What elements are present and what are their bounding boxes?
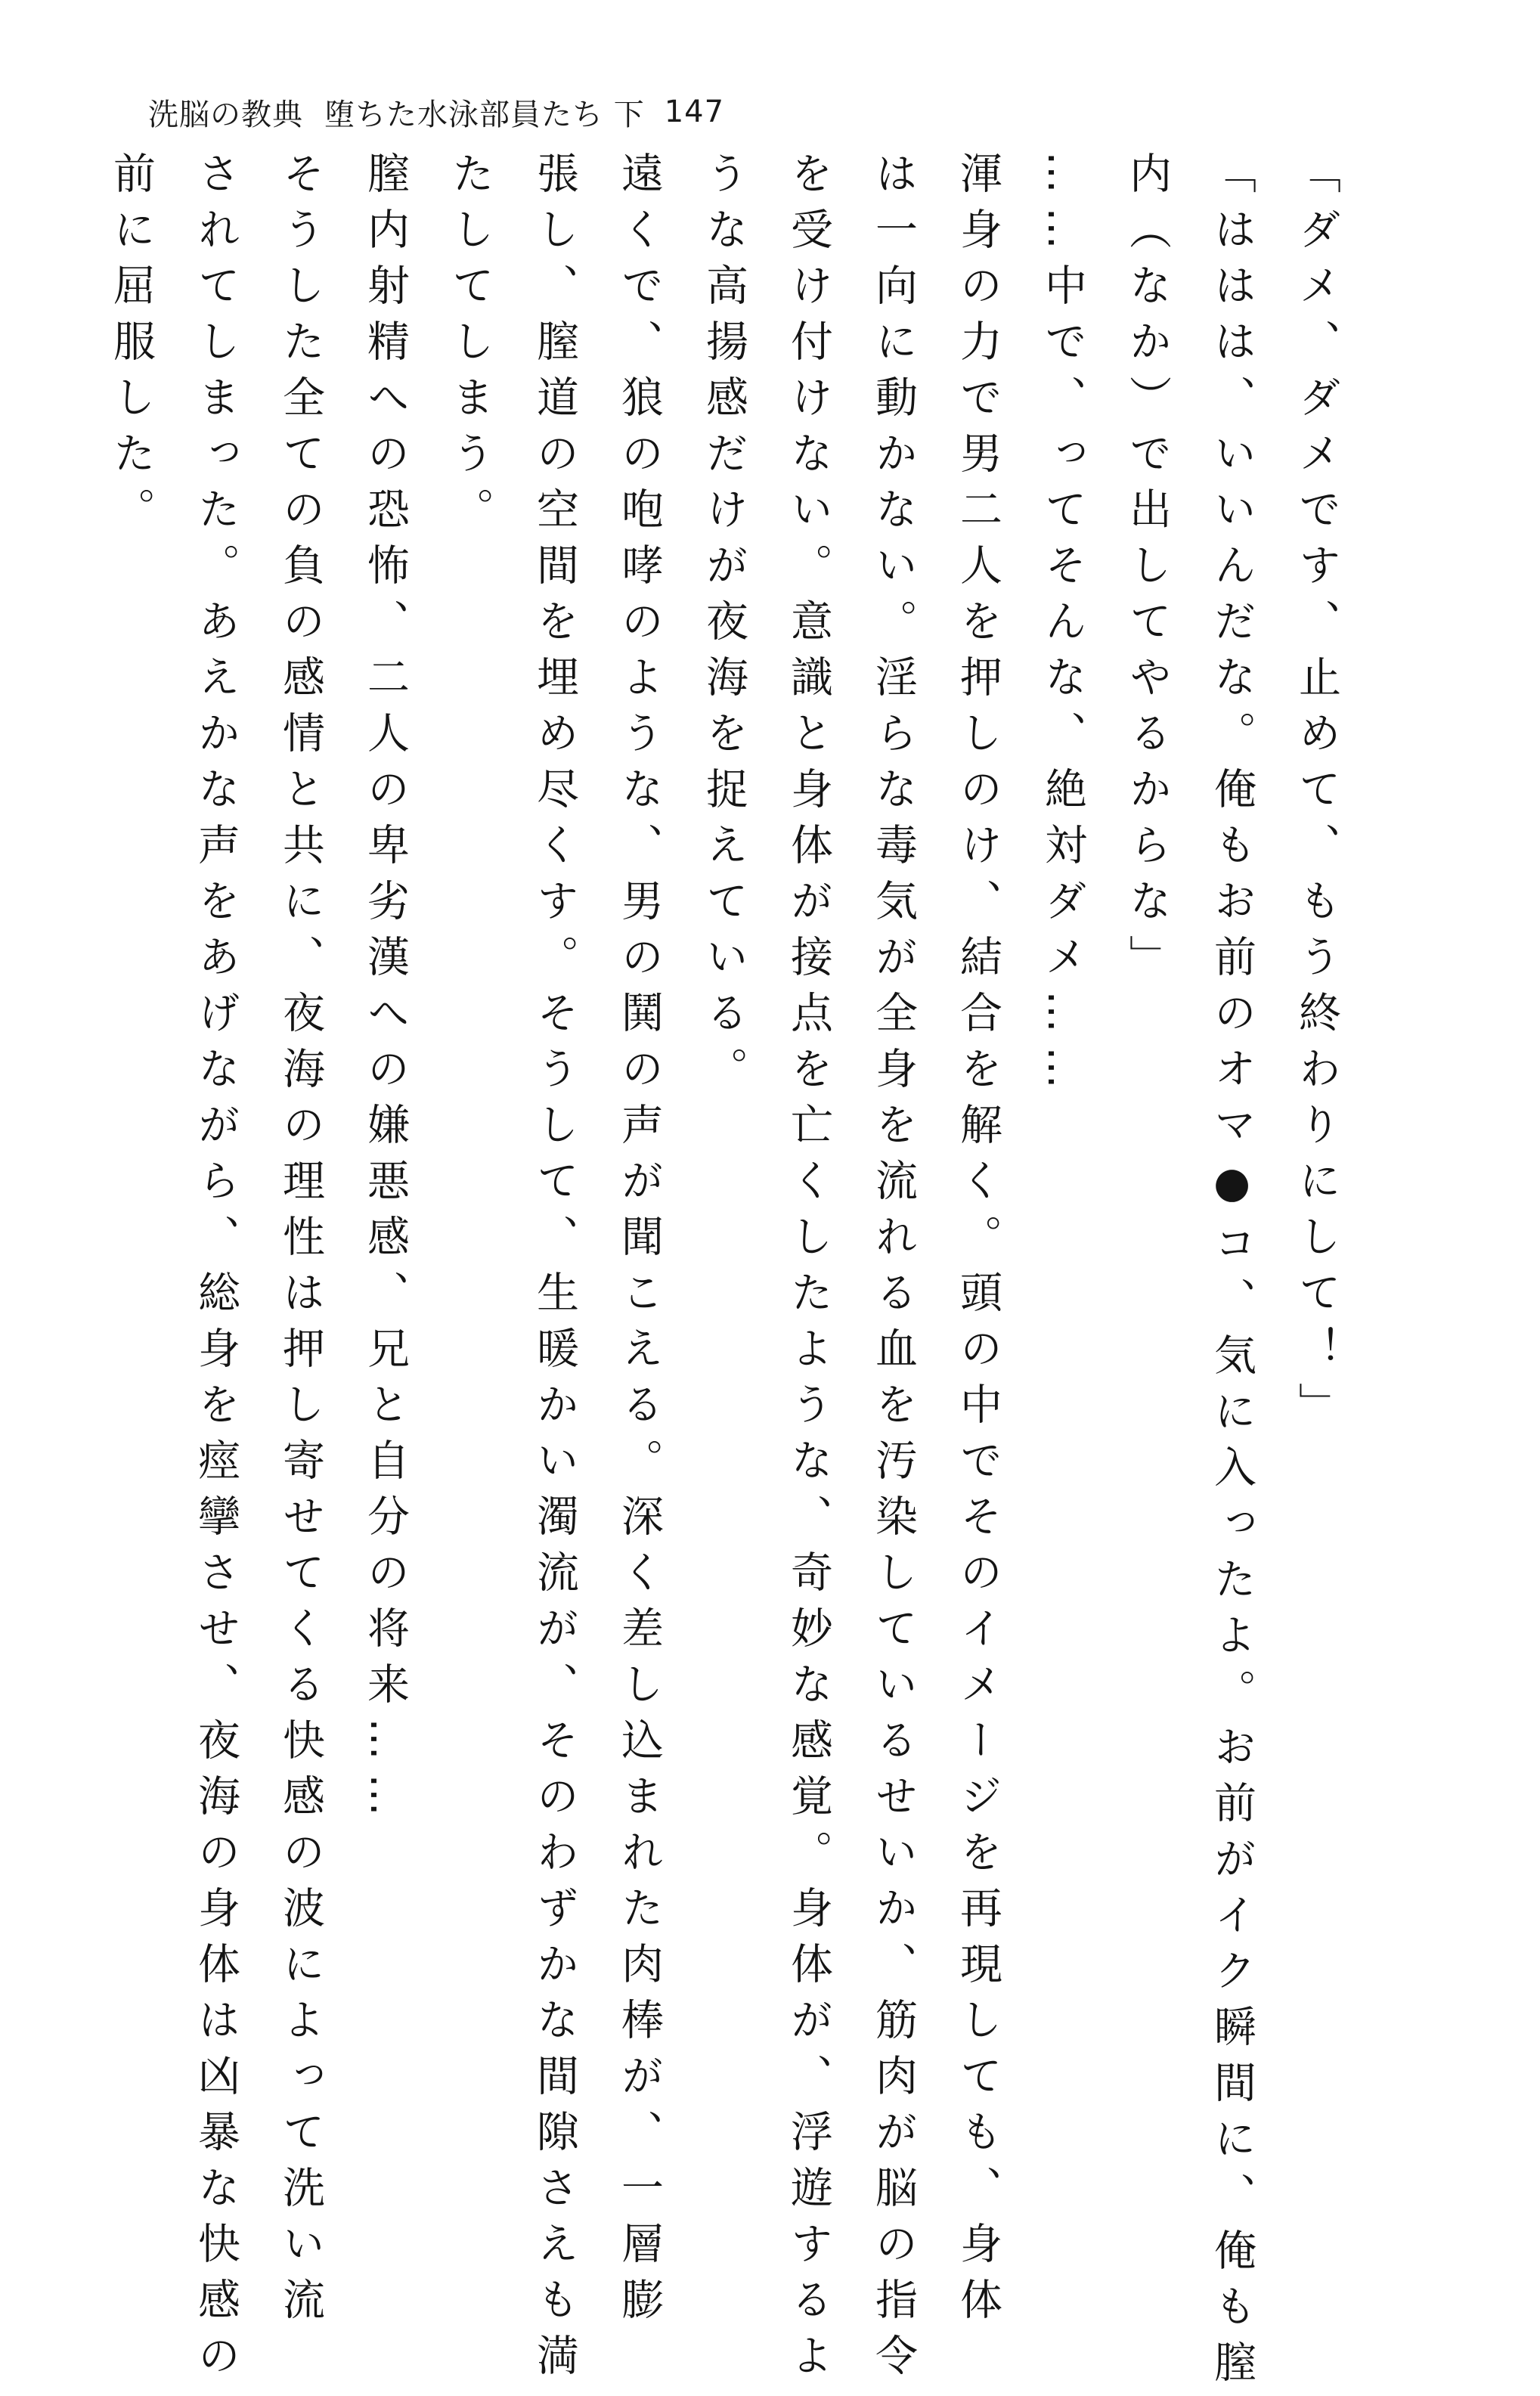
text-line: 膣内射精への恐怖、二人の卑劣漢への嫌悪感、兄と自分の将来……: [361, 151, 410, 1830]
text-line: たしてしまう。: [445, 151, 494, 543]
text-line: うな高揚感だけが夜海を捉えている。: [699, 151, 748, 1102]
text-line: 前に屈服した。: [107, 151, 156, 543]
book-title: 洗脳の教典: [148, 97, 303, 132]
text-line: そうした全ての負の感情と共に、夜海の理性は押し寄せてくる快感の波によって洗い流: [276, 151, 325, 2333]
running-header: [148, 89, 724, 135]
text-line: 「ダメ、ダメです、止めて、もう終わりにして！」: [1292, 151, 1341, 1438]
text-line: 「ははは、いいんだな。俺もお前のオマ●コ、気に入ったよ。お前がイク瞬間に、俺も膣: [1207, 151, 1256, 2396]
book-subtitle: 堕ちた水泳部員たち 下: [324, 97, 645, 132]
page-number: 147: [664, 95, 725, 129]
text-line: 遠くで、狼の咆哮のような、男の鬨の声が聞こえる。深く差し込まれた肉棒が、一層膨: [615, 151, 664, 2333]
text-line: は一向に動かない。淫らな毒気が全身を流れる血を汚染しているせいか、筋肉が脳の指令: [869, 151, 918, 2389]
text-line: 張し、膣道の空間を埋め尽くす。そうして、生暖かい濁流が、そのわずかな間隙さえも満: [530, 151, 579, 2389]
text-line: 内（なか）で出してやるからな」: [1123, 151, 1172, 990]
text-line: 渾身の力で男二人を押しのけ、結合を解く。頭の中でそのイメージを再現しても、身体: [953, 151, 1002, 2333]
text-line: を受け付けない。意識と身体が接点を亡くしたような、奇妙な感覚。身体が、浮遊するよ: [784, 151, 833, 2389]
body-text: [107, 151, 1359, 2396]
text-line: ……中で、ってそんな、絶対ダメ……: [1038, 151, 1087, 1102]
text-line: されてしまった。あえかな声をあげながら、総身を痙攣させ、夜海の身体は凶暴な快感の: [191, 151, 240, 2389]
